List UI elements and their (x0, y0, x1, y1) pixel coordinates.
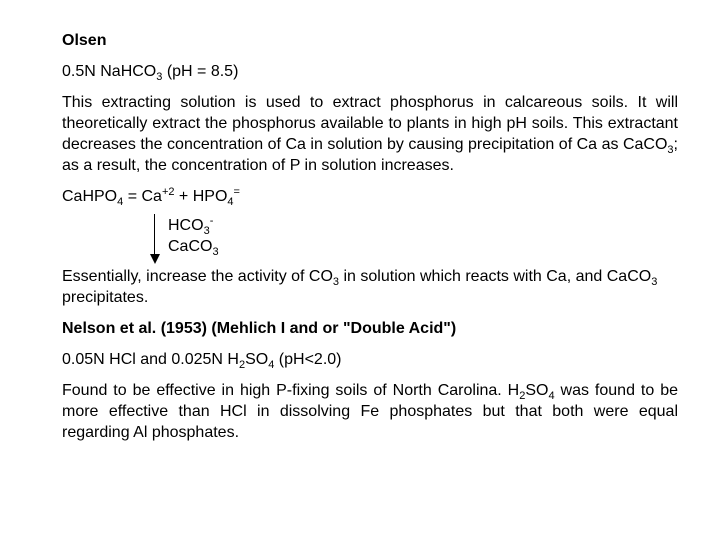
nelson-heading: Nelson et al. (1953) (Mehlich I and or "Double Acid") (62, 320, 457, 337)
olsen-description: This extracting solution is used to extract phosphorus in calcareous soils. It will theoretically extract the phosphorus available to plants in high pH soils. This extractant decreases the concentration of Ca in solution by causing precipitation of Ca as CaCO$_3$; as a result, the concentration of P in solution increases. (62, 94, 678, 174)
arrow-head-icon (150, 254, 160, 264)
nelson-description: Found to be effective in high P-fixing soils of North Carolina. $H_2SO_4$ was found to be more effective than HCl in dissolving Fe phosphates but that both were equal regarding Al phosphates. (62, 382, 678, 441)
calcium-carbonate-label: CaCO$_3$ (168, 238, 219, 258)
bicarbonate-label: $HCO_3^-$ (168, 215, 214, 237)
reaction-equation: CaHPO$_4$ = $Ca^{+2} + HPO_4^=$ (62, 186, 240, 208)
reaction-diagram (62, 186, 678, 256)
nelson-reagent: 0.05N HCl and 0.025N $H_2SO_4$ (pH<2.0) (62, 351, 342, 371)
document-page (62, 30, 678, 453)
essentially-paragraph: Essentially, increase the activity of $CO_3$ in solution which reacts with Ca, and CaCO$_3$ precipitates. (62, 268, 658, 306)
olsen-heading: Olsen (62, 32, 107, 49)
olsen-reagent: 0.5N NaHCO$_3$ (pH = 8.5) (62, 63, 239, 83)
